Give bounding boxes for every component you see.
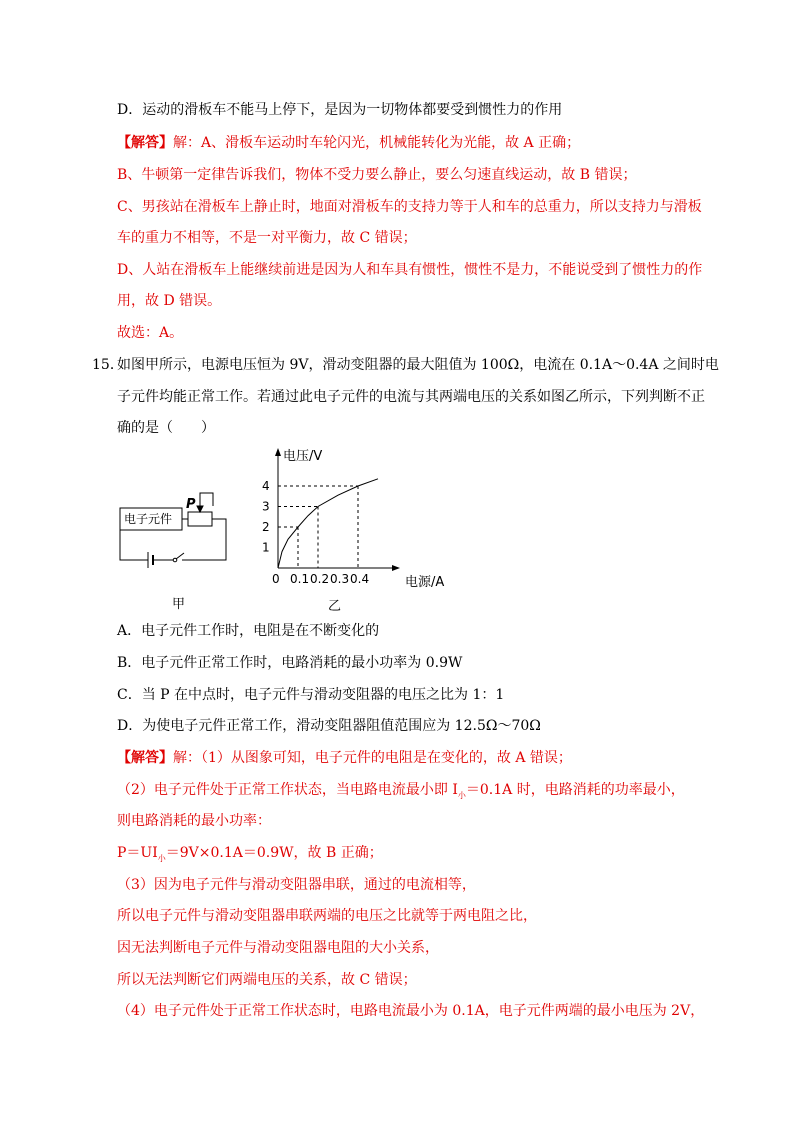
switch-blade — [176, 553, 184, 559]
y-axis-label: 电压/V — [283, 449, 323, 464]
y-tick-label: 4 — [262, 479, 270, 493]
q15-option-d: D．为使电子元件正常工作，滑动变阻器阻值范围应为 12.5Ω～70Ω — [117, 718, 541, 734]
answer-tag: 【解答】 — [117, 135, 173, 151]
answer-text: P＝UI — [117, 845, 158, 861]
q15-stem-3: 确的是（ ） — [117, 420, 215, 436]
q15-answer-5: （3）因为电子元件与滑动变阻器串联，通过的电流相等， — [117, 877, 476, 893]
answer-text: ＝0.1A 时，电路消耗的功率最小， — [465, 782, 685, 798]
q15-answer-2 — [117, 781, 685, 801]
circuit-diagram — [120, 493, 226, 568]
dashed-guides — [278, 486, 358, 568]
q14-answer-c1: C、男孩站在滑板车上静止时，地面对滑板车的支持力等于人和车的总重力，所以支持力与滑板 — [117, 199, 702, 215]
subscript: 小 — [157, 854, 166, 863]
y-tick-label: 2 — [262, 520, 270, 534]
subscript: 小 — [457, 791, 466, 800]
q15-answer-8: 所以无法判断它们两端电压的关系，故 C 错误； — [117, 972, 417, 988]
q15-number: 15． — [92, 357, 124, 373]
q15-answer-7: 因无法判断电子元件与滑动变阻器电阻的大小关系， — [117, 940, 439, 956]
iv-curve — [278, 479, 378, 568]
wire — [182, 519, 226, 560]
circuit-caption: 甲 — [172, 597, 186, 612]
q15-option-c: C．当 P 在中点时，电子元件与滑动变阻器的电压之比为 1：1 — [117, 687, 505, 703]
q15-figures — [108, 440, 468, 615]
q15-answer-3: 则电路消耗的最小功率： — [117, 813, 271, 829]
q15-answer-6: 所以电子元件与滑动变阻器串联两端的电压之比就等于两电阻之比， — [117, 908, 537, 924]
q15-option-a: A．电子元件工作时，电阻是在不断变化的 — [117, 623, 380, 639]
y-axis-arrow — [275, 448, 281, 456]
slider-label: P — [186, 497, 196, 512]
slider-arrow — [197, 506, 203, 512]
q14-answer-b: B、牛顿第一定律告诉我们，物体不受力要么静止，要么匀速直线运动，故 B 错误； — [117, 167, 637, 183]
component-label: 电子元件 — [124, 512, 173, 526]
q15-option-b: B．电子元件正常工作时，电路消耗的最小功率为 0.9W — [117, 655, 463, 671]
x-tick-label: 0.2 — [310, 572, 330, 586]
origin-label: 0 — [272, 572, 280, 586]
q15-stem-1: 如图甲所示，电源电压恒为 9V，滑动变阻器的最大阻值为 100Ω，电流在 0.1A～0.4A 之间时电 — [117, 357, 719, 373]
q14-choice: 故选：A。 — [117, 325, 184, 341]
answer-text: 解：A、滑板车运动时车轮闪光，机械能转化为光能，故 A 正确； — [173, 135, 581, 151]
answer-tag: 【解答】 — [117, 750, 173, 766]
answer-text: ＝9V×0.1A＝0.9W，故 B 正确； — [165, 845, 383, 861]
q15-stem-2: 子元件均能正常工作。若通过此电子元件的电流与其两端电压的关系如图乙所示，下列判断不正 — [117, 389, 705, 405]
answer-text: （2）电子元件处于正常工作状态，当电路电流最小即 I — [117, 782, 458, 798]
q14-option-d: D．运动的滑板车不能马上停下，是因为一切物体都要受到惯性力的作用 — [117, 102, 563, 118]
graph-caption: 乙 — [328, 599, 342, 614]
q14-answer-d2: 用，故 D 错误。 — [117, 293, 222, 309]
x-tick-label: 0.3 — [330, 572, 350, 586]
q14-answer-c2: 车的重力不相等，不是一对平衡力，故 C 错误； — [117, 230, 417, 246]
q15-answer-4 — [117, 844, 383, 864]
y-tick-label: 1 — [262, 540, 270, 555]
x-tick-label: 0.4 — [350, 572, 370, 586]
y-tick-label: 3 — [262, 499, 270, 514]
iv-graph — [262, 448, 444, 614]
q14-answer-d1: D、人站在滑板车上能继续前进是因为人和车具有惯性，惯性不是力，不能说受到了惯性力的作 — [117, 262, 703, 278]
rheostat-box — [188, 512, 212, 526]
x-tick-label: 0.1 — [290, 572, 310, 586]
q15-answer-1 — [117, 749, 572, 767]
x-axis-arrow — [392, 565, 400, 571]
x-axis-label: 电源/A — [405, 575, 445, 590]
q14-answer — [117, 134, 580, 152]
answer-text: 解：（1）从图象可知，电子元件的电阻是在变化的，故 A 错误； — [173, 750, 572, 766]
q15-answer-9: （4）电子元件处于正常工作状态时，电路电流最小为 0.1A，电子元件两端的最小电压为 2V， — [117, 1003, 705, 1019]
